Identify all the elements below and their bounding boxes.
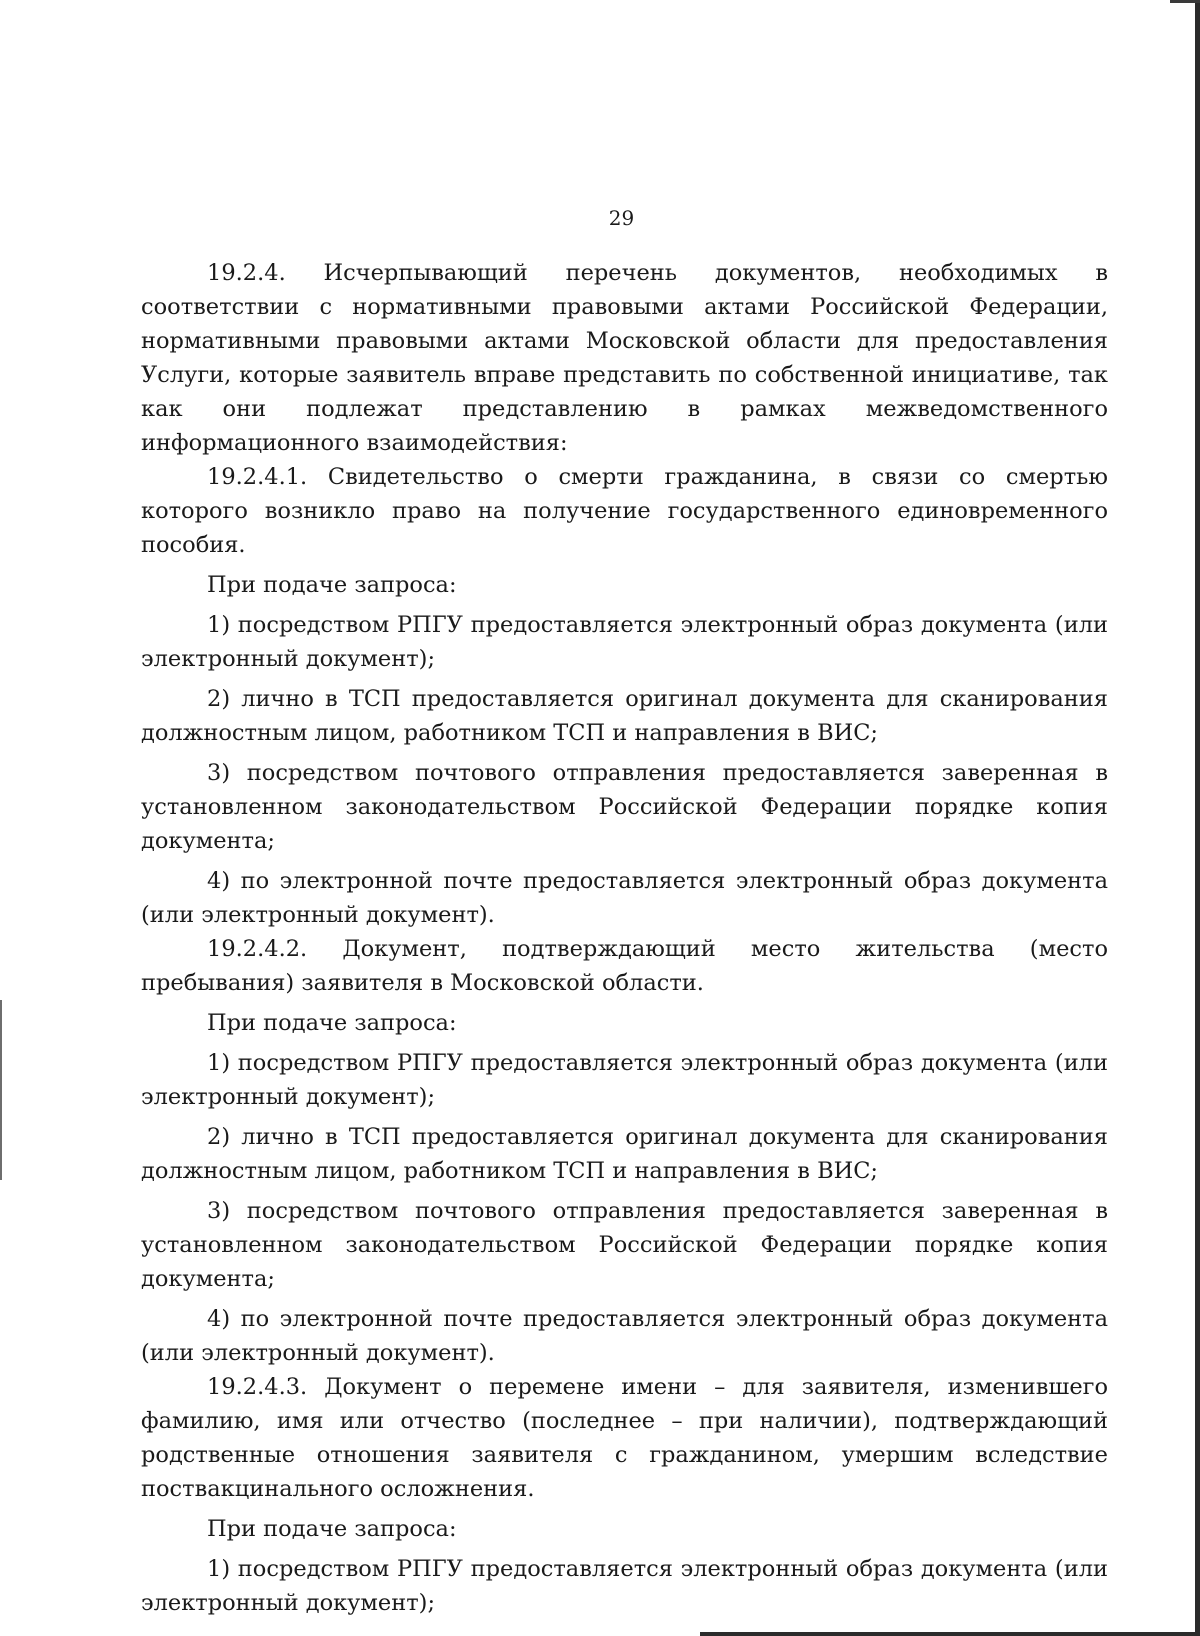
list-item: 3) посредством почтового отправления предоставляется заверенная в установленном законодательством Российской Федерации порядке копия документа; <box>141 1198 1108 1292</box>
scan-edge-right <box>1195 0 1200 1636</box>
scan-edge-left <box>0 1000 2 1180</box>
paragraph-request-heading: При подаче запроса: <box>207 572 457 598</box>
paragraph-request-heading: При подаче запроса: <box>207 1516 457 1542</box>
list-item: 1) посредством РПГУ предоставляется электронный образ документа (или электронный документ); <box>141 1050 1108 1110</box>
list-item: 2) лично в ТСП предоставляется оригинал документа для сканирования должностным лицом, работником ТСП и направления в ВИС; <box>141 686 1108 746</box>
list-item: 4) по электронной почте предоставляется электронный образ документа (или электронный документ). <box>141 1306 1108 1366</box>
list-item: 3) посредством почтового отправления предоставляется заверенная в установленном законодательством Российской Федерации порядке копия документа; <box>141 760 1108 854</box>
paragraph-19-2-4-2: 19.2.4.2. Документ, подтверждающий место жительства (место пребывания) заявителя в Московской области. <box>141 936 1108 996</box>
document-body <box>141 256 1108 1620</box>
paragraph-19-2-4: 19.2.4. Исчерпывающий перечень документов, необходимых в соответствии с нормативными правовыми актами Российской Федерации, нормативными правовыми актами Московской области для предоставления Услуги, которые заявитель вправе представить по собственной инициативе, так как они подлежат представлению в рамках межведомственного информационного взаимодействия: <box>141 260 1108 456</box>
list-item: 1) посредством РПГУ предоставляется электронный образ документа (или электронный документ); <box>141 612 1108 672</box>
paragraph-19-2-4-1: 19.2.4.1. Свидетельство о смерти гражданина, в связи со смертью которого возникло право на получение государственного единовременного пособия. <box>141 464 1108 558</box>
scan-edge-bottom <box>700 1632 1200 1636</box>
paragraph-19-2-4-3: 19.2.4.3. Документ о перемене имени – для заявителя, изменившего фамилию, имя или отчество (последнее – при наличии), подтверждающий родственные отношения заявителя с гражданином, умершим вследствие поствакцинального осложнения. <box>141 1374 1108 1502</box>
list-item: 1) посредством РПГУ предоставляется электронный образ документа (или электронный документ); <box>141 1556 1108 1616</box>
list-item: 4) по электронной почте предоставляется электронный образ документа (или электронный документ). <box>141 868 1108 928</box>
list-item: 2) лично в ТСП предоставляется оригинал документа для сканирования должностным лицом, работником ТСП и направления в ВИС; <box>141 1124 1108 1184</box>
paragraph-request-heading: При подаче запроса: <box>207 1010 457 1036</box>
page-number: 29 <box>608 206 635 230</box>
scan-edge-top <box>1170 0 1200 3</box>
